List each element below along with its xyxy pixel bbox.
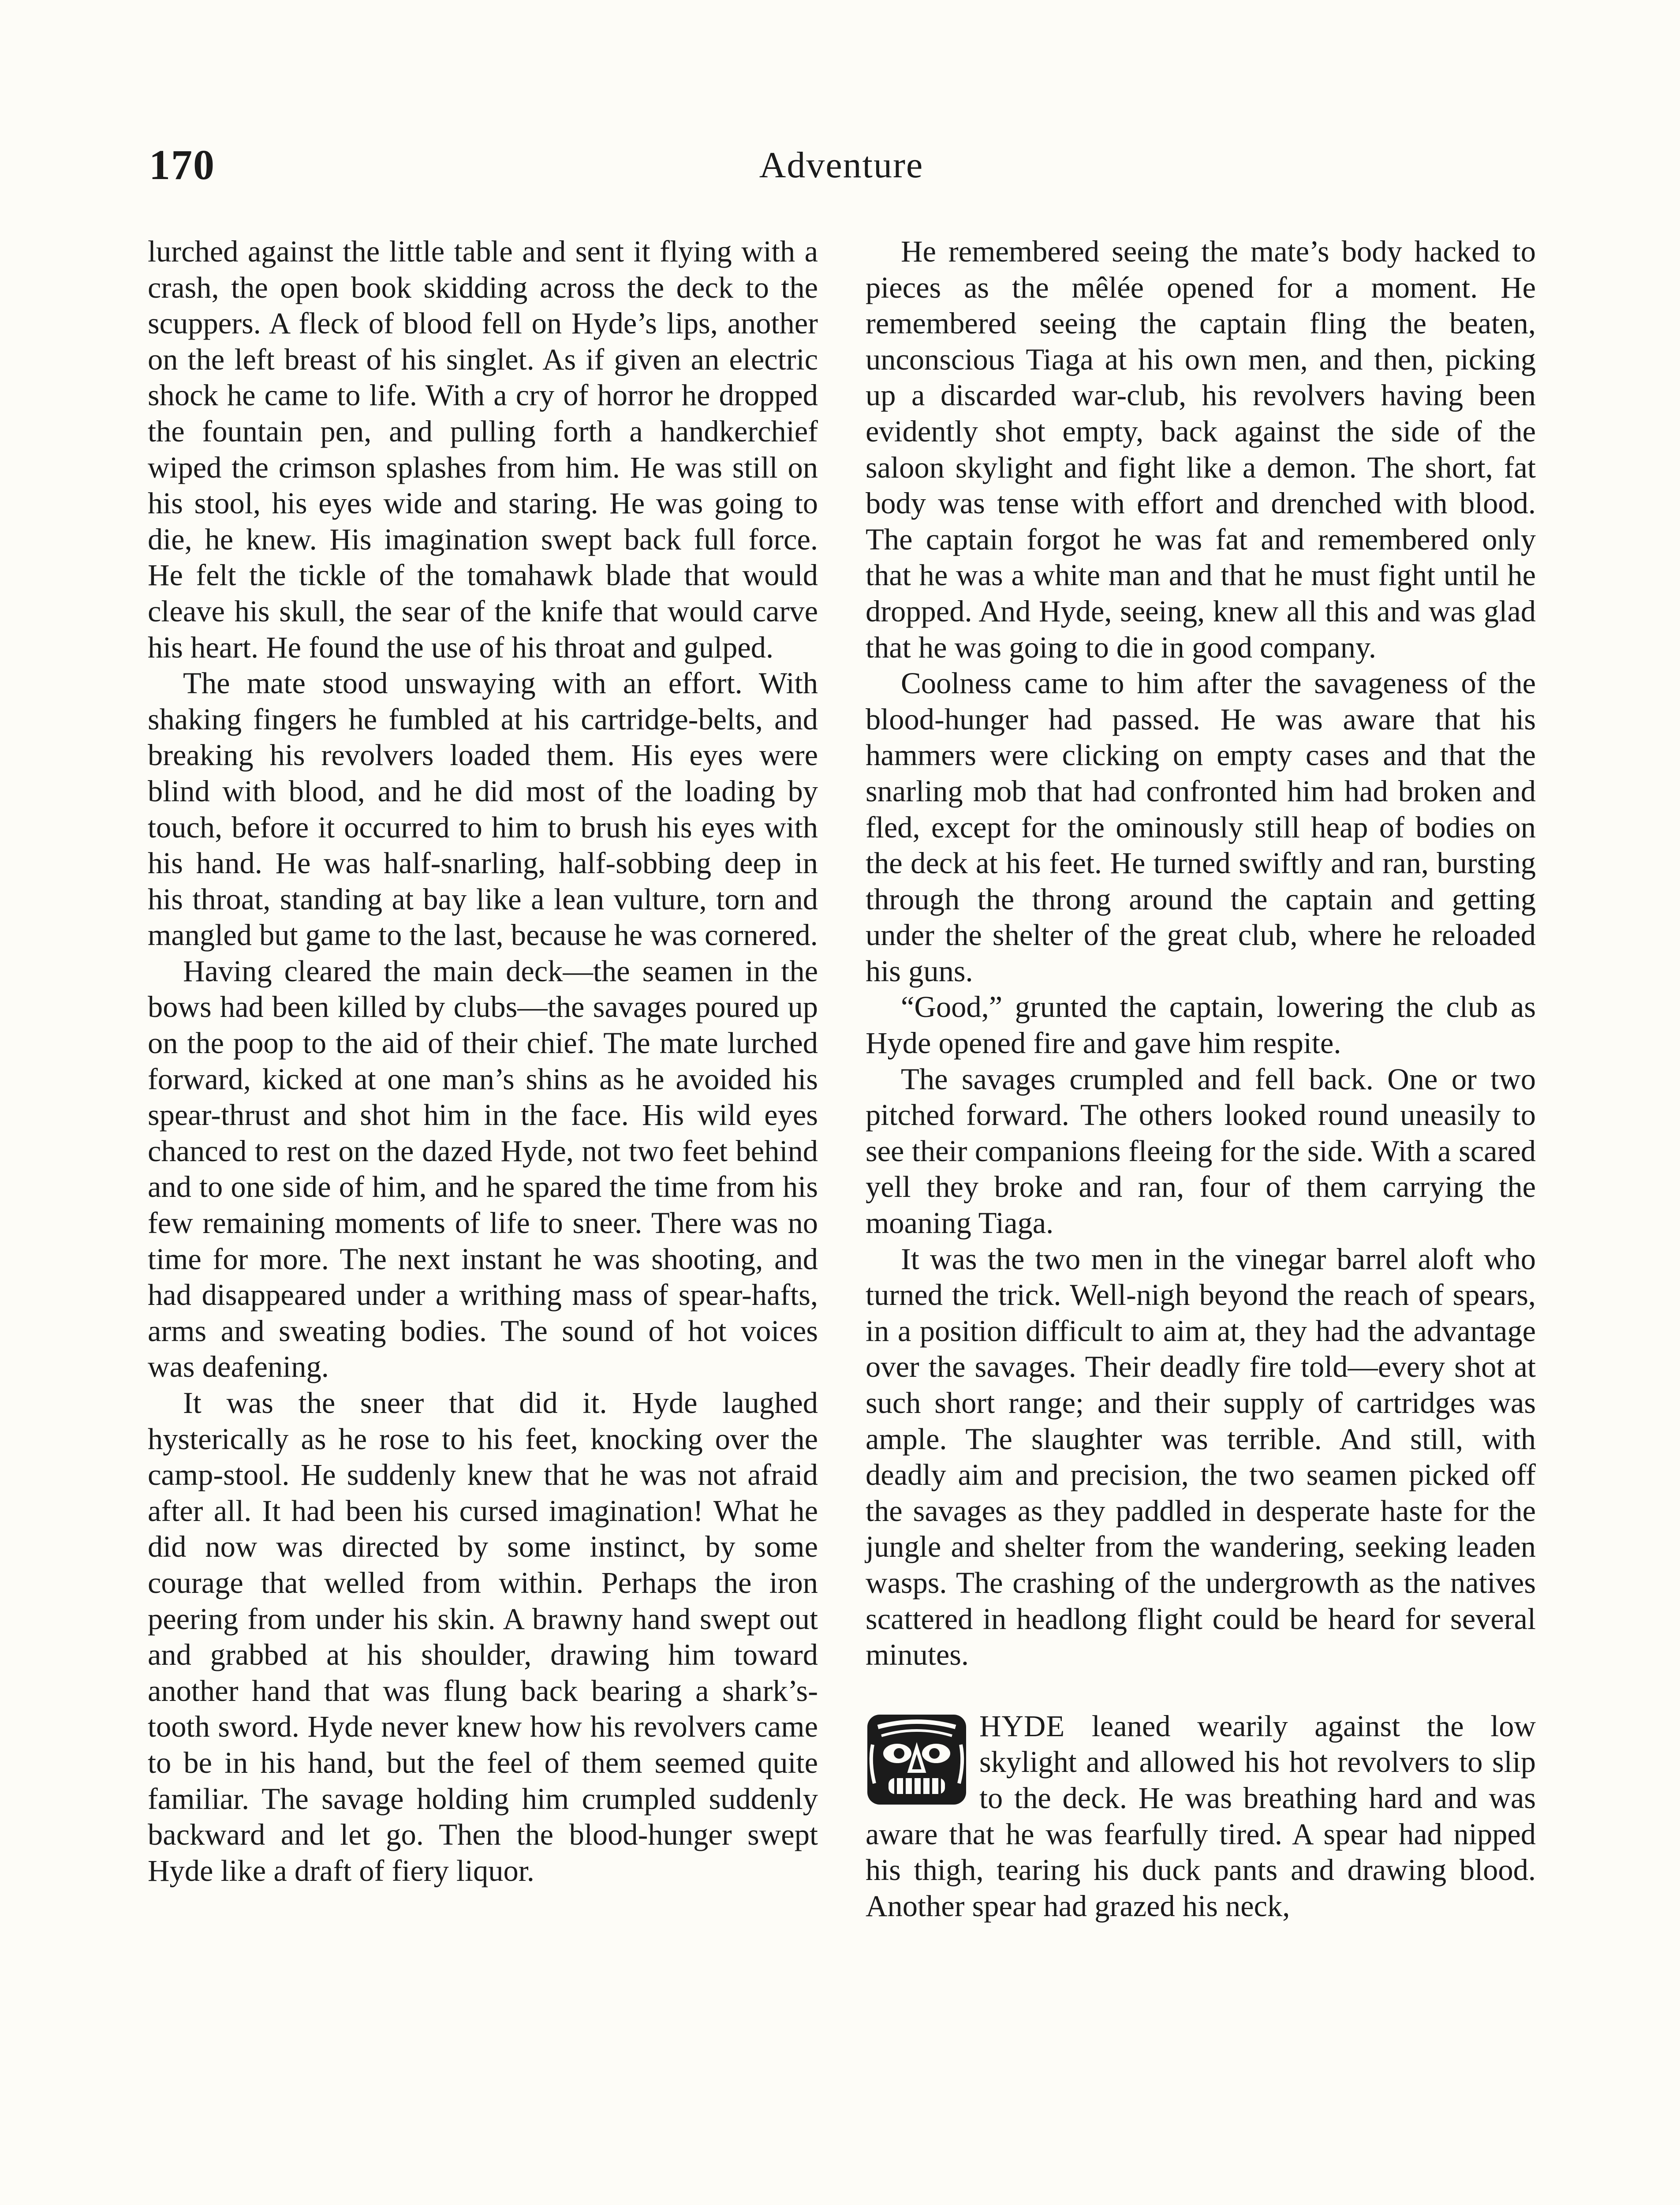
paragraph: It was the sneer that did it. Hyde laughed hysterically as he rose to his feet, knocking over the camp-stool. He suddenly knew that he was not afraid after all. It had been his cursed imagination! What he did now was directed by some instinct, by some courage that welled from within. Perhaps the iron peering from under his skin. A brawny hand swept out and grabbed at his shoulder, drawing him toward another hand that was flung back bearing a shark’s-tooth sword. Hyde never knew how his revolvers came to be in his hand, but the feel of them seemed quite familiar. The savage holding him crumpled suddenly backward and let go. Then the blood-hunger swept Hyde like a draft of fiery liquor. <box>148 1386 818 1887</box>
page-header <box>149 132 1534 198</box>
running-title: Adventure <box>759 145 924 186</box>
section-opening-paragraph <box>866 1708 1536 1925</box>
section-break <box>866 1673 1536 1708</box>
lead-word: HYDE <box>979 1709 1065 1743</box>
paragraph: Having cleared the main deck—the seamen in the bows had been killed by clubs—the savages poured up on the poop to the aid of their chief. The mate lurched forward, kicked at one man’s shins as he avoided his spear-thrust and shot him in the face. His wild eyes chanced to rest on the dazed Hyde, not two feet behind and to one side of him, and he spared the time from his few remaining moments of life to sneer. There was no time for more. The next instant he was shooting, and had disappeared under a writhing mass of spear-hafts, arms and sweating bodies. The sound of hot voices was deafening. <box>148 954 818 1384</box>
paragraph: The mate stood unswaying with an effort. With shaking fingers he fumbled at his cartridge-belts, and breaking his revolvers loaded them. His eyes were blind with blood, and he did most of the loading by touch, before it occurred to him to brush his eyes with his hand. He was half-snarling, half-sobbing deep in his throat, standing at bay like a lean vulture, torn and mangled but game to the last, because he was cornered. <box>148 666 818 952</box>
page-number: 170 <box>149 141 215 188</box>
paragraph: He remembered seeing the mate’s body hacked to pieces as the mêlée opened for a moment. He remembered seeing the captain fling the beaten, unconscious Tiaga at his own men, and then, picking up a discarded war-club, his revolvers having been evidently shot empty, back against the side of the saloon skylight and fight like a demon. The short, fat body was tense with effort and drenched with blood. The captain forgot he was fat and remembered only that he was a white man and that he must fight until he dropped. And Hyde, seeing, knew all this and was glad that he was going to die in good company. <box>866 235 1536 664</box>
paragraph: “Good,” grunted the captain, lowering the club as Hyde opened fire and gave him respite. <box>866 990 1536 1060</box>
paragraph-text: leaned wearily against the low skylight and allowed his hot revolvers to slip to the deck. He was breathing hard and was aware that he was fearfully tired. A spear had nipped his thigh, tearing his duck pants and drawing blood. Another spear had grazed his neck, <box>866 1709 1536 1923</box>
left-column <box>148 234 818 1889</box>
paragraph: Coolness came to him after the savageness of the blood-hunger had passed. He was aware that his hammers were clicking on empty cases and that the snarling mob that had confronted him had broken and fled, except for the ominously still heap of bodies on the deck at his feet. He turned swiftly and ran, bursting through the throng around the captain and getting under the shelter of the great club, where he reloaded his guns. <box>866 666 1536 988</box>
paragraph: The savages crumpled and fell back. One or two pitched forward. The others looked round uneasily to see their companions fleeing for the side. With a scared yell they broke and ran, four of them carrying the moaning Tiaga. <box>866 1062 1536 1240</box>
carved-mask-ornament-icon <box>866 1713 968 1806</box>
paragraph: lurched against the little table and sent it flying with a crash, the open book skidding across the deck to the scuppers. A fleck of blood fell on Hyde’s lips, another on the left breast of his singlet. As if given an electric shock he came to life. With a cry of horror he dropped the fountain pen, and pulling forth a handkerchief wiped the crimson splashes from him. He was still on his stool, his eyes wide and staring. He was going to die, he knew. His imagination swept back full force. He felt the tickle of the tomahawk blade that would cleave his skull, the sear of the knife that would carve his heart. He found the use of his throat and gulped. <box>148 235 818 664</box>
paragraph: It was the two men in the vinegar barrel aloft who turned the trick. Well-nigh beyond the reach of spears, in a position difficult to aim at, they had the advantage over the savages. Their deadly fire told—every shot at such short range; and their supply of cartridges was ample. The slaughter was terrible. And still, with deadly aim and precision, the two seamen picked off the savages as they paddled in desperate haste for the jungle and shelter from the wandering, seeking leaden wasps. The crashing of the undergrowth as the natives scattered in headlong flight could be heard for several minutes. <box>866 1242 1536 1672</box>
right-column <box>866 234 1536 1924</box>
